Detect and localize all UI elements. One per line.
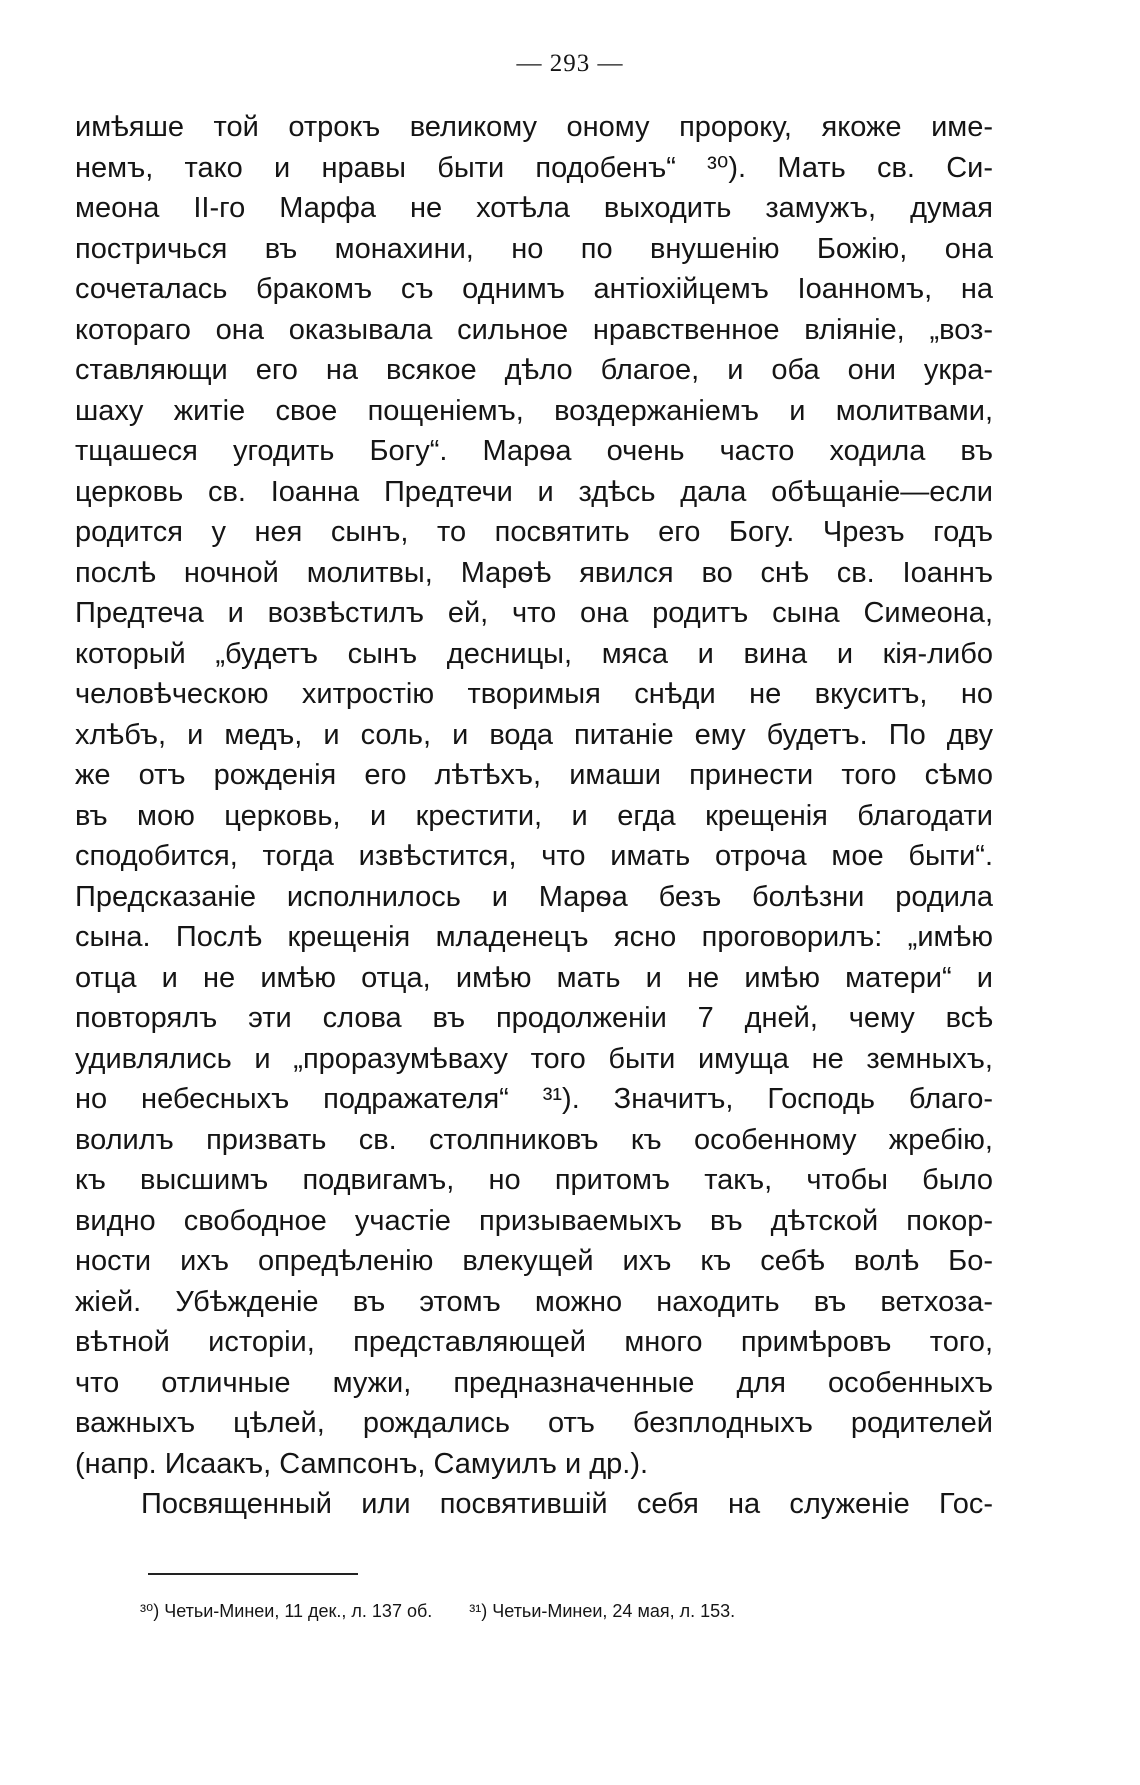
- text-line: видно свободное участіе призываемыхъ въ дѣтской покор-: [75, 1204, 993, 1237]
- text-line: жіей. Убѣжденіе въ этомъ можно находить въ ветхоза-: [75, 1285, 993, 1318]
- text-line: удивлялись и „проразумѣваху того быти имуща не земныхъ,: [75, 1042, 993, 1075]
- text-line: вѣтной исторіи, представляющей много примѣровъ того,: [75, 1326, 993, 1358]
- text-line: волилъ призвать св. столпниковъ къ особенному жребію,: [75, 1123, 993, 1156]
- text-line: ставляющи его на всякое дѣло благое, и оба они укра-: [75, 354, 993, 386]
- text-line: что отличные мужи, предназначенные для особенныхъ: [75, 1366, 993, 1399]
- text-line: церковь св. Іоанна Предтечи и здѣсь дала обѣщаніе—если: [75, 475, 993, 508]
- text-line: въ мою церковь, и крестити, и егда крещенія благодати: [75, 799, 993, 832]
- text-line: отца и не имѣю отца, имѣю мать и не имѣю матери“ и: [75, 961, 993, 994]
- text-line: Предсказаніе исполнилось и Марѳа безъ болѣзни родила: [75, 880, 993, 913]
- footnotes: [140, 1601, 767, 1622]
- text-line: тщашеся угодить Богу“. Марѳа очень часто ходила въ: [75, 435, 993, 467]
- text-line: послѣ ночной молитвы, Марѳѣ явился во снѣ св. Іоаннъ: [75, 556, 993, 589]
- text-line: важныхъ цѣлей, рождались отъ безплодныхъ родителей: [75, 1407, 993, 1439]
- footnote-31: ³¹) Четьи-Минеи, 24 мая, л. 153.: [469, 1601, 736, 1621]
- text-line: человѣческою хитростію творимыя снѣди не вкуситъ, но: [75, 678, 993, 710]
- paragraph-start-line: Посвященный или посвятившій себя на служеніе Гос-: [141, 1488, 993, 1520]
- page-number: — 293 —: [516, 50, 624, 77]
- text-line: постричься въ монахини, но по внушенію Божію, она: [75, 232, 993, 265]
- text-line: же отъ рожденія его лѣтѣхъ, имаши принести того сѣмо: [75, 759, 993, 791]
- text-line: сына. Послѣ крещенія младенецъ ясно проговорилъ: „имѣю: [75, 921, 993, 953]
- text-line: сподобится, тогда извѣстится, что имать отроча мое быти“.: [75, 840, 993, 872]
- text-line: имѣяше той отрокъ великому оному пророку, якоже име-: [75, 111, 993, 143]
- text-line: меона ІІ-го Марфа не хотѣла выходить замужъ, думая: [75, 192, 993, 224]
- text-line: ности ихъ опредѣленію влекущей ихъ къ себѣ волѣ Бо-: [75, 1245, 993, 1277]
- text-line: шаху житіе свое пощеніемъ, воздержаніемъ и молитвами,: [75, 394, 993, 427]
- text-line: но небесныхъ подражателя“ ³¹). Значитъ, Господь благо-: [75, 1083, 993, 1115]
- text-line: немъ, тако и нравы быти подобенъ“ ³⁰). Мать св. Си-: [75, 151, 993, 184]
- text-line: Предтеча и возвѣстилъ ей, что она родитъ сына Симеона,: [75, 597, 993, 629]
- text-line: который „будетъ сынъ десницы, мяса и вина и кія-либо: [75, 637, 993, 670]
- paragraph-end-line: (напр. Исаакъ, Сампсонъ, Самуилъ и др.).: [75, 1447, 649, 1480]
- text-line: повторялъ эти слова въ продолженіи 7 дней, чему всѣ: [75, 1002, 993, 1034]
- text-line: хлѣбъ, и медъ, и соль, и вода питаніе ему будетъ. По дву: [75, 718, 993, 751]
- footnote-separator: [148, 1573, 358, 1575]
- text-line: родится у нея сынъ, то посвятить его Богу. Чрезъ годъ: [75, 516, 993, 548]
- footnote-30: ³⁰) Четьи-Минеи, 11 дек., л. 137 об.: [140, 1601, 433, 1621]
- text-line: котораго она оказывала сильное нравственное вліяніе, „воз-: [75, 313, 993, 346]
- text-line: къ высшимъ подвигамъ, но притомъ такъ, чтобы было: [75, 1164, 993, 1196]
- body-text: [75, 107, 993, 1525]
- text-line: сочеталась бракомъ съ однимъ антіохійцемъ Іоанномъ, на: [75, 273, 993, 305]
